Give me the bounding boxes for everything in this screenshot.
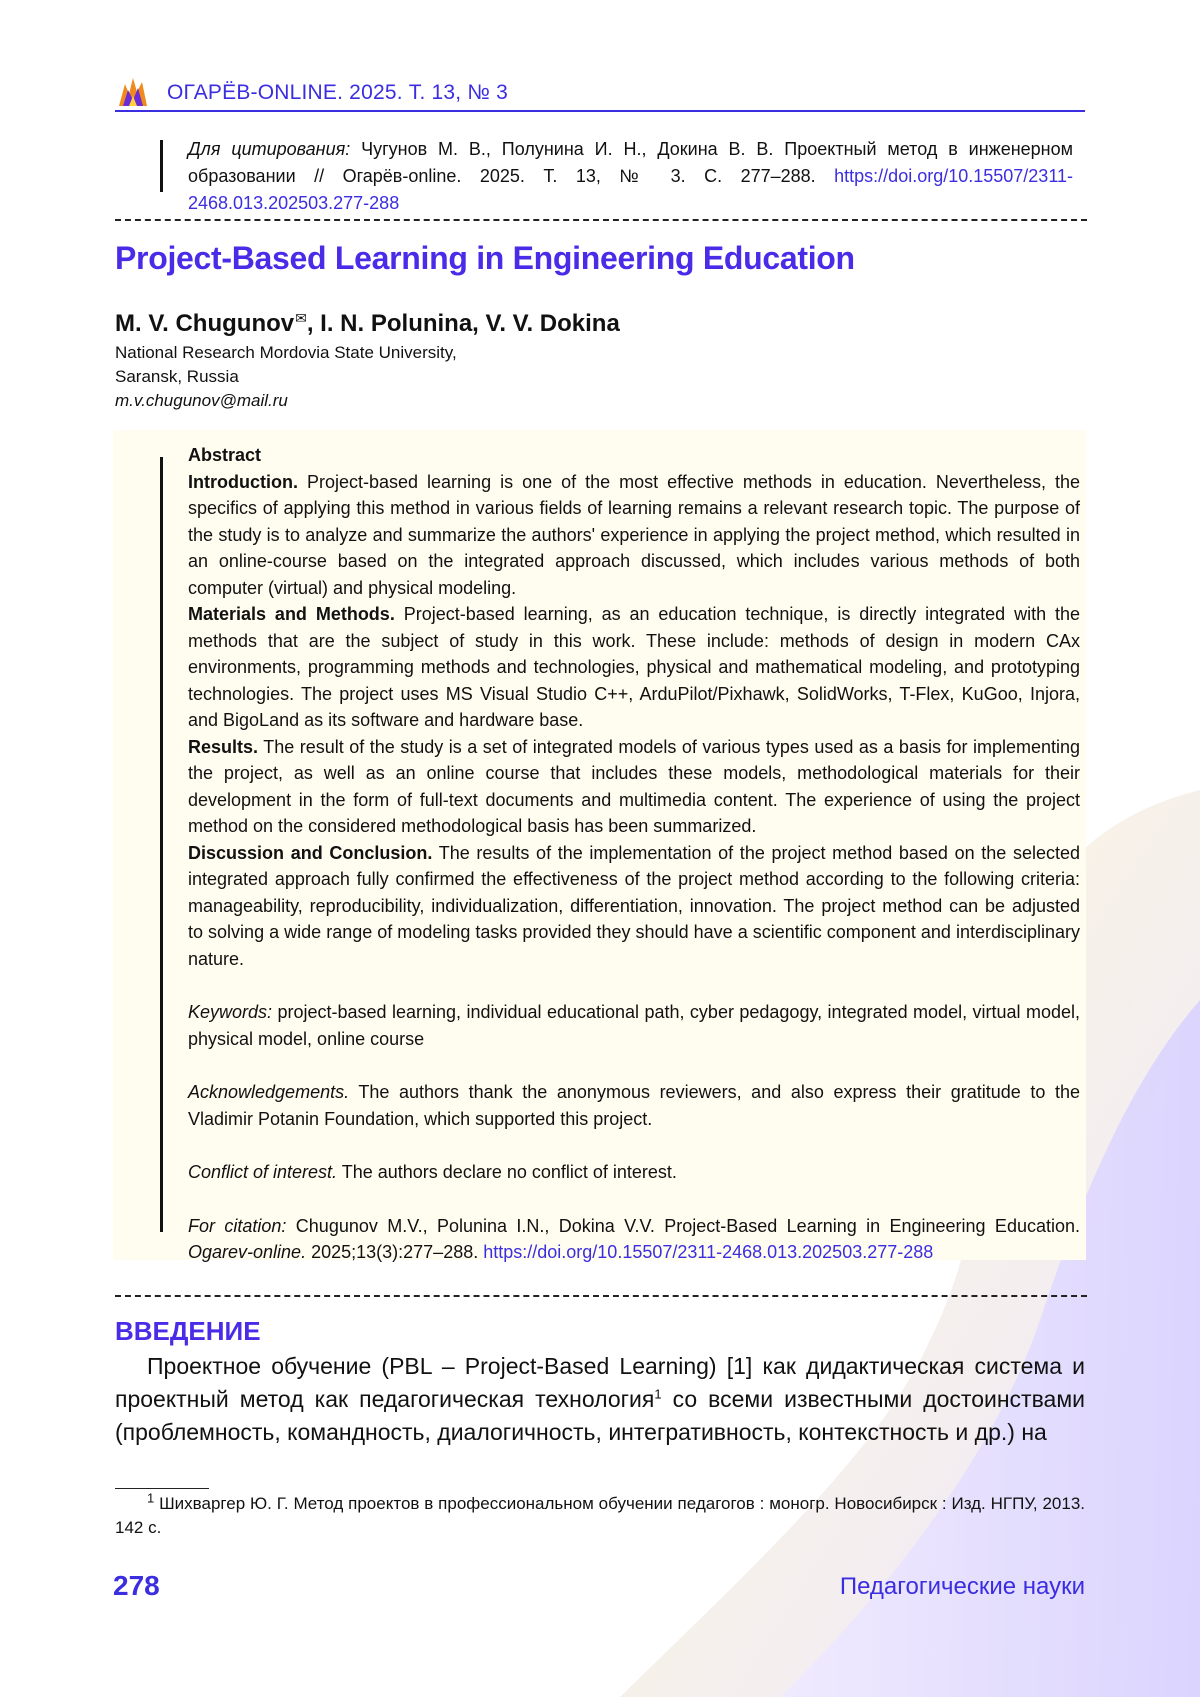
keywords: Keywords: project-based learning, individual educational path, cyber pedagogy, integrated model, virtual model, physical model, online course xyxy=(188,999,1080,1052)
abstract-discussion: Discussion and Conclusion. The results of the implementation of the project method based on the selected integrated approach fully confirmed the effectiveness of the project method according to the following criteria: manageability, reproducibility, individualization, differentiation, innovation. The project method can be adjusted to solving a wide range of modeling tasks provided they should have a scientific component and interdisciplinary nature. xyxy=(188,840,1080,973)
dashed-divider-bottom xyxy=(115,1295,1087,1297)
citation-label: Для цитирования: xyxy=(188,139,350,159)
footer-section-name: Педагогические науки xyxy=(840,1573,1085,1601)
abstract-results: Results. The result of the study is a set of integrated models of various types used as a basis for implementing the project, as well as an online course that includes these models, methodological materials for their development in the form of full-text documents and multimedia content. The experience of using the project method on the considered methodological basis has been summarized. xyxy=(188,734,1080,840)
russian-citation xyxy=(188,136,1073,217)
section-heading: ВВЕДЕНИЕ xyxy=(115,1316,261,1347)
journal-page xyxy=(0,0,1200,1697)
citation-text: Чугунов М. В., Полунина И. Н., Докина В. В. Проектный метод в инженерном образовании // Огарёв-online. 2025. Т. 13, № 3. С. 277–288. xyxy=(188,139,1073,186)
flame-logo-icon xyxy=(115,76,151,108)
authors xyxy=(115,310,620,338)
envelope-icon[interactable]: ✉ xyxy=(295,310,307,327)
body-paragraph: Проектное обучение (PBL – Project-Based Learning) [1] как дидактическая система и проектный метод как педагогическая технология1 со всеми известными достоинствами (проблемность, командность, диалогичность, интегративность, контекстность и др.) на xyxy=(115,1350,1085,1449)
abstract-methods: Materials and Methods. Project-based learning, as an education technique, is directly integrated with the methods that are the subject of study in this work. These include: methods of design in modern CAx environments, programming methods and technologies, physical and mathematical modeling, and prototyping technologies. The project uses MS Visual Studio C++, ArduPilot/Pixhawk, SolidWorks, T-Flex, KuGoo, Injora, and BigoLand as its software and hardware base. xyxy=(188,601,1080,734)
abstract-introduction: Introduction. Project-based learning is one of the most effective methods in education. Nevertheless, the specifics of applying this method in various fields of learning remains a relevant research topic. The purpose of the study is to analyze and summarize the authors' experience in applying the project method, which resulted in an online-course based on the integrated approach discussed, which includes various methods of both computer (virtual) and physical modeling. xyxy=(188,469,1080,602)
affiliation-line-2: Saransk, Russia xyxy=(115,365,457,389)
citation-doi-link[interactable]: https://doi.org/10.15507/2311-2468.013.202503.277-288 xyxy=(188,166,1073,213)
english-citation: For citation: Chugunov M.V., Polunina I.N., Dokina V.V. Project-Based Learning in Engineering Education. Ogarev-online. 2025;13(3):277–288. https://doi.org/10.15507/2311-2468.013.202503.277-288 xyxy=(188,1213,1080,1266)
footnote-reference[interactable]: 1 xyxy=(654,1386,661,1401)
english-citation-doi-link[interactable]: https://doi.org/10.15507/2311-2468.013.202503.277-288 xyxy=(483,1242,933,1262)
dashed-divider-top xyxy=(115,219,1087,221)
running-header xyxy=(115,78,1085,112)
citation-bar xyxy=(160,140,163,192)
abstract-heading: Abstract xyxy=(188,445,261,465)
author-email[interactable]: m.v.chugunov@mail.ru xyxy=(115,389,457,413)
journal-name: ОГАРЁВ-ONLINE. 2025. Т. 13, № 3 xyxy=(167,81,508,105)
article-title: Project-Based Learning in Engineering Education xyxy=(115,240,855,277)
abstract xyxy=(188,442,1080,1266)
affiliation-line-1: National Research Mordovia State University, xyxy=(115,341,457,365)
footnote: 1 Шихваргер Ю. Г. Метод проектов в профессиональном обучении педагогов : моногр. Новосибирск : Изд. НГПУ, 2013. 142 с. xyxy=(115,1492,1085,1540)
affiliation xyxy=(115,341,457,413)
acknowledgements: Acknowledgements. The authors thank the anonymous reviewers, and also express their gratitude to the Vladimir Potanin Foundation, which supported this project. xyxy=(188,1079,1080,1132)
page-number: 278 xyxy=(113,1570,160,1602)
author-rest: , I. N. Polunina, V. V. Dokina xyxy=(307,310,620,337)
conflict-of-interest: Conflict of interest. The authors declare no conflict of interest. xyxy=(188,1159,1080,1186)
abstract-bar xyxy=(160,457,163,1232)
footnote-rule xyxy=(115,1488,209,1489)
author-main: M. V. Chugunov xyxy=(115,310,294,337)
